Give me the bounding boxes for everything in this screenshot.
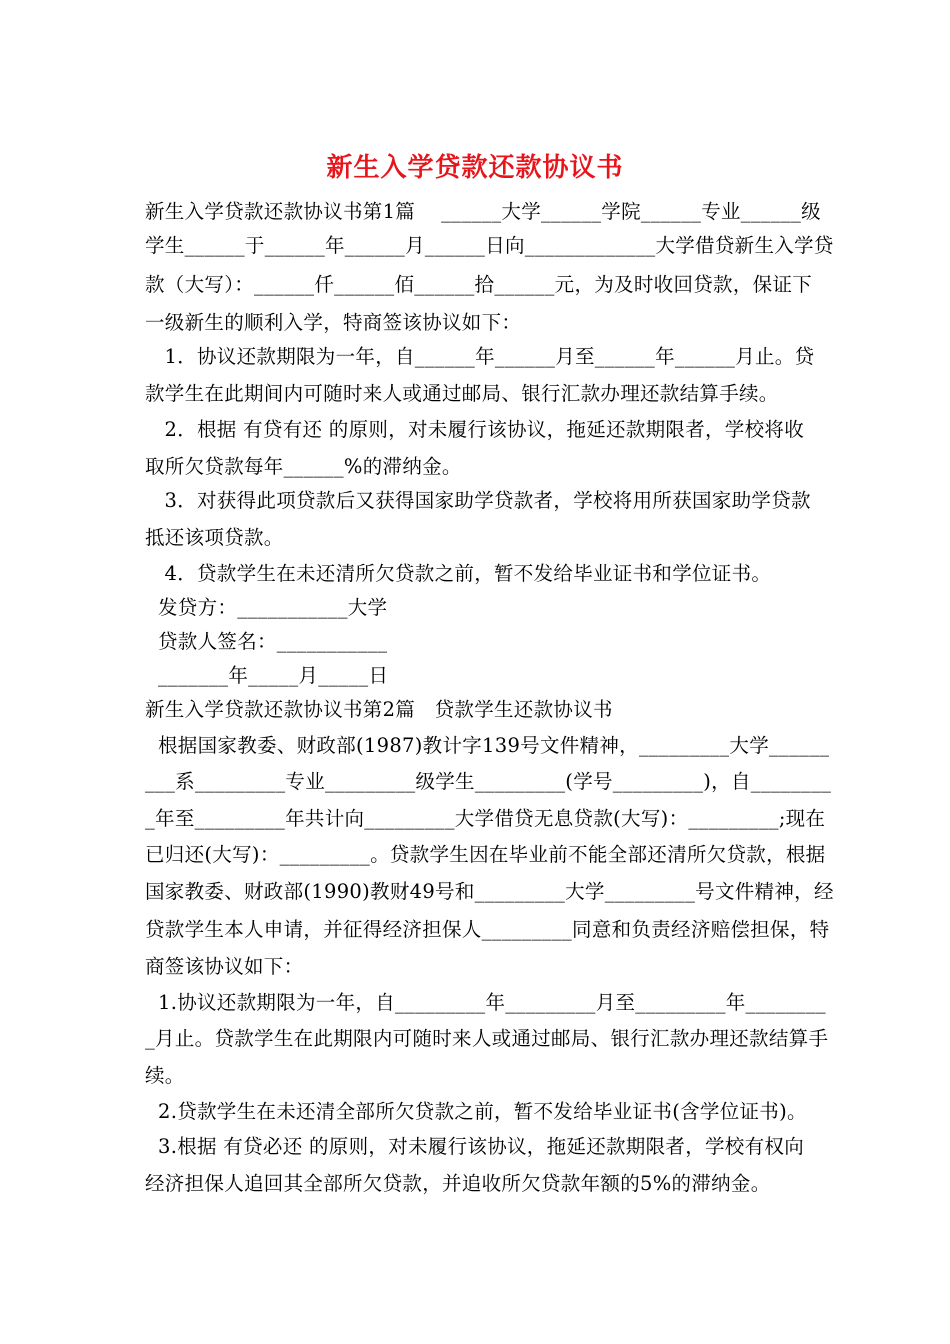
text-line: 贷款人签名：___________: [145, 630, 388, 653]
text-line: _______年_____月_____日: [145, 664, 389, 687]
text-line: 款学生在此期间内可随时来人或通过邮局、银行汇款办理还款结算手续。: [145, 382, 779, 405]
text-line: 2．根据 有贷有还 的原则，对未履行该协议，拖延还款期限者，学校将收: [145, 418, 804, 441]
text-line: 续。: [145, 1064, 185, 1087]
text-line: 新生入学贷款还款协议书第2篇 贷款学生还款协议书: [145, 698, 613, 721]
text-line: 3.根据 有贷必还 的原则，对未履行该协议，拖延还款期限者，学校有权向: [145, 1135, 804, 1158]
text-line: 国家教委、财政部(1990)教财49号和_________大学_________号文件精神，经: [145, 880, 834, 903]
text-line: _月止。贷款学生在此期限内可随时来人或通过邮局、银行汇款办理还款结算手: [145, 1027, 829, 1050]
text-line: 1.协议还款期限为一年，自_________年_________月至_________年________: [145, 991, 826, 1014]
text-line: 商签该协议如下：: [145, 955, 304, 978]
text-line: 取所欠贷款每年______%的滞纳金。: [145, 455, 462, 478]
text-line: 学生______于______年______月______日向_____________大学借贷新生入学贷: [145, 234, 834, 257]
text-line: ___系_________专业_________级学生_________(学号_________)，自________: [145, 770, 832, 793]
text-line: 1．协议还款期限为一年，自______年______月至______年______月止。贷: [145, 345, 815, 368]
text-line: _年至_________年共计向_________大学借贷无息贷款(大写)：_________;现在: [145, 807, 826, 830]
text-line: 抵还该项贷款。: [145, 526, 284, 549]
document-title: 新生入学贷款还款协议书: [326, 153, 624, 183]
text-line: 经济担保人追回其全部所欠贷款，并追收所欠贷款年额的5%的滞纳金。: [145, 1172, 771, 1195]
text-line: 新生入学贷款还款协议书第1篇 ______大学______学院______专业______级: [145, 200, 821, 223]
text-line: 发贷方：___________大学: [145, 596, 388, 619]
text-line: 贷款学生本人申请，并征得经济担保人_________同意和负责经济赔偿担保，特: [145, 918, 830, 941]
text-line: 3．对获得此项贷款后又获得国家助学贷款者，学校将用所获国家助学贷款: [145, 489, 811, 512]
text-line: 已归还(大写)：_________。贷款学生因在毕业前不能全部还清所欠贷款，根据: [145, 843, 826, 866]
text-line: 根据国家教委、财政部(1987)教计字139号文件精神，_________大学______: [145, 734, 830, 757]
text-line: 2.贷款学生在未还清全部所欠贷款之前，暂不发给毕业证书(含学位证书)。: [145, 1100, 807, 1123]
text-line: 4．贷款学生在未还清所欠贷款之前，暂不发给毕业证书和学位证书。: [145, 562, 772, 585]
text-line: 款（大写）：______仟______佰______拾______元，为及时收回贷款，保证下: [145, 273, 813, 296]
text-line: 一级新生的顺利入学，特商签该协议如下：: [145, 311, 522, 334]
